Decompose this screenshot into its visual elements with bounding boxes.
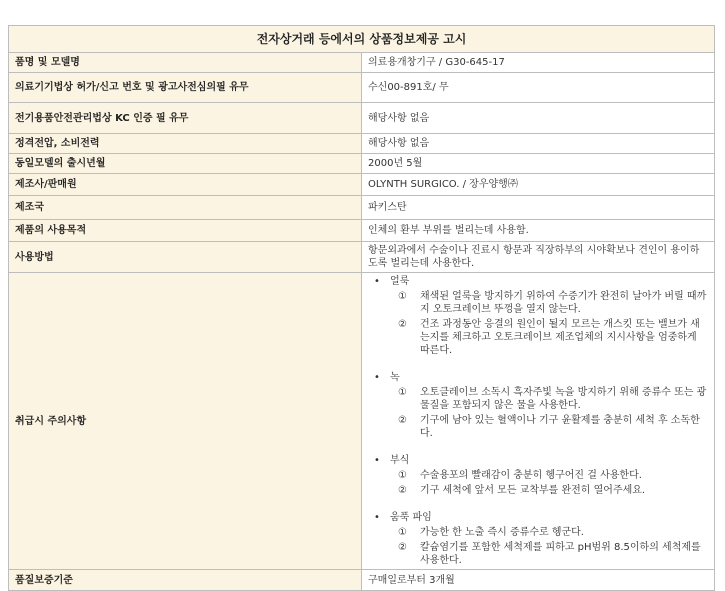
row-value-rated-voltage: 해당사항 없음 [362,134,715,154]
table-row [9,174,715,196]
care-item-number: ① [398,527,407,538]
care-section-list [368,275,708,567]
row-value-country: 파키스탄 [362,196,715,220]
row-label-rated-voltage: 정격전압, 소비전력 [9,134,362,154]
care-section-title: 부식 [390,455,410,466]
care-item [368,541,708,567]
care-item-text: 기구 세척에 앞서 모든 교착부를 완전히 열어주세요. [420,485,646,496]
care-section-title: 얼룩 [390,276,410,287]
row-label-care: 취급시 주의사항 [9,273,362,570]
row-label-release-date: 동일모델의 출시년월 [9,154,362,174]
care-item-number: ② [398,319,407,330]
care-section-title: 녹 [390,372,400,383]
care-item-text: 채색된 얼룩을 방지하기 위하여 수증기가 완전히 날아가 버릴 때까지 오토크레이브 뚜껑을 열지 않는다. [420,291,707,315]
table-row-care [9,273,715,570]
row-value-kc-certification: 해당사항 없음 [362,103,715,134]
care-item-text: 칼슘염기를 포함한 세척제를 피하고 pH범위 8.5이하의 세척제를 사용한다. [420,542,701,566]
care-section-head [368,511,708,524]
table-row [9,220,715,242]
care-item-number: ② [398,415,407,426]
care-item [368,290,708,316]
bullet-icon: • [374,372,380,383]
care-item-number: ① [398,291,407,302]
care-section [368,275,708,357]
bullet-icon: • [374,512,380,523]
care-item-text: 기구에 남아 있는 혈액이나 기구 윤활제를 충분히 세척 후 소독한다. [420,415,700,439]
care-item [368,526,708,539]
care-section [368,371,708,440]
table-row [9,103,715,134]
care-item-number: ① [398,387,407,398]
care-item [368,318,708,357]
care-item-text: 가능한 한 노출 즉시 증류수로 헹군다. [420,527,584,538]
product-info-notice [8,25,715,591]
bullet-icon: • [374,276,380,287]
table-title: 전자상거래 등에서의 상품정보제공 고시 [9,26,715,53]
care-section [368,454,708,497]
bullet-icon: • [374,455,380,466]
row-value-release-date: 2000년 5월 [362,154,715,174]
row-label-kc-certification: 전기용품안전관리법상 KC 인증 필 유무 [9,103,362,134]
row-label-manufacturer: 제조사/판매원 [9,174,362,196]
care-section-head [368,371,708,384]
care-item [368,469,708,482]
row-value-product-name: 의료용개창기구 / G30-645-17 [362,53,715,73]
care-item-number: ① [398,470,407,481]
table-row [9,196,715,220]
care-item-number: ② [398,485,407,496]
product-info-table [8,25,715,591]
row-value-manufacturer: OLYNTH SURGICO. / 장우양행㈜ [362,174,715,196]
care-item [368,386,708,412]
care-section-head [368,454,708,467]
table-row [9,134,715,154]
care-section-head [368,275,708,288]
row-label-country: 제조국 [9,196,362,220]
care-item-text: 수술용포의 빨래감이 충분히 헹구어진 걸 사용한다. [420,470,642,481]
care-item-text: 건조 과정동안 응결의 원인이 될지 모르는 개스킷 또는 밸브가 새는지를 체크하고 오토크레이브 제조업체의 지시사항을 엄중하게 따른다. [420,319,700,356]
row-value-permit-number: 수신00-891호/ 무 [362,73,715,103]
row-label-purpose: 제품의 사용목적 [9,220,362,242]
table-row [9,73,715,103]
row-value-usage: 항문외과에서 수술이나 진료시 항문과 직장하부의 시야확보나 견인이 용이하도록 벌리는데 사용한다. [362,242,715,273]
row-value-warranty: 구매일로부터 3개월 [362,570,715,591]
table-row [9,53,715,73]
row-label-permit-number: 의료기기법상 허가/신고 번호 및 광고사전심의필 유무 [9,73,362,103]
care-item [368,484,708,497]
care-item [368,414,708,440]
care-item-text: 오토클레이브 소독시 흑자주빛 녹을 방지하기 위해 증류수 또는 광물질을 포함되지 않은 물을 사용한다. [420,387,707,411]
care-section-title: 움푹 파임 [390,512,432,523]
table-row [9,570,715,591]
row-value-purpose: 인체의 환부 부위를 벌리는데 사용함. [362,220,715,242]
care-section [368,511,708,567]
care-instructions [362,273,715,570]
table-row [9,242,715,273]
care-item-number: ② [398,542,407,553]
row-label-warranty: 품질보증기준 [9,570,362,591]
row-label-usage: 사용방법 [9,242,362,273]
row-label-product-name: 품명 및 모델명 [9,53,362,73]
table-row [9,154,715,174]
